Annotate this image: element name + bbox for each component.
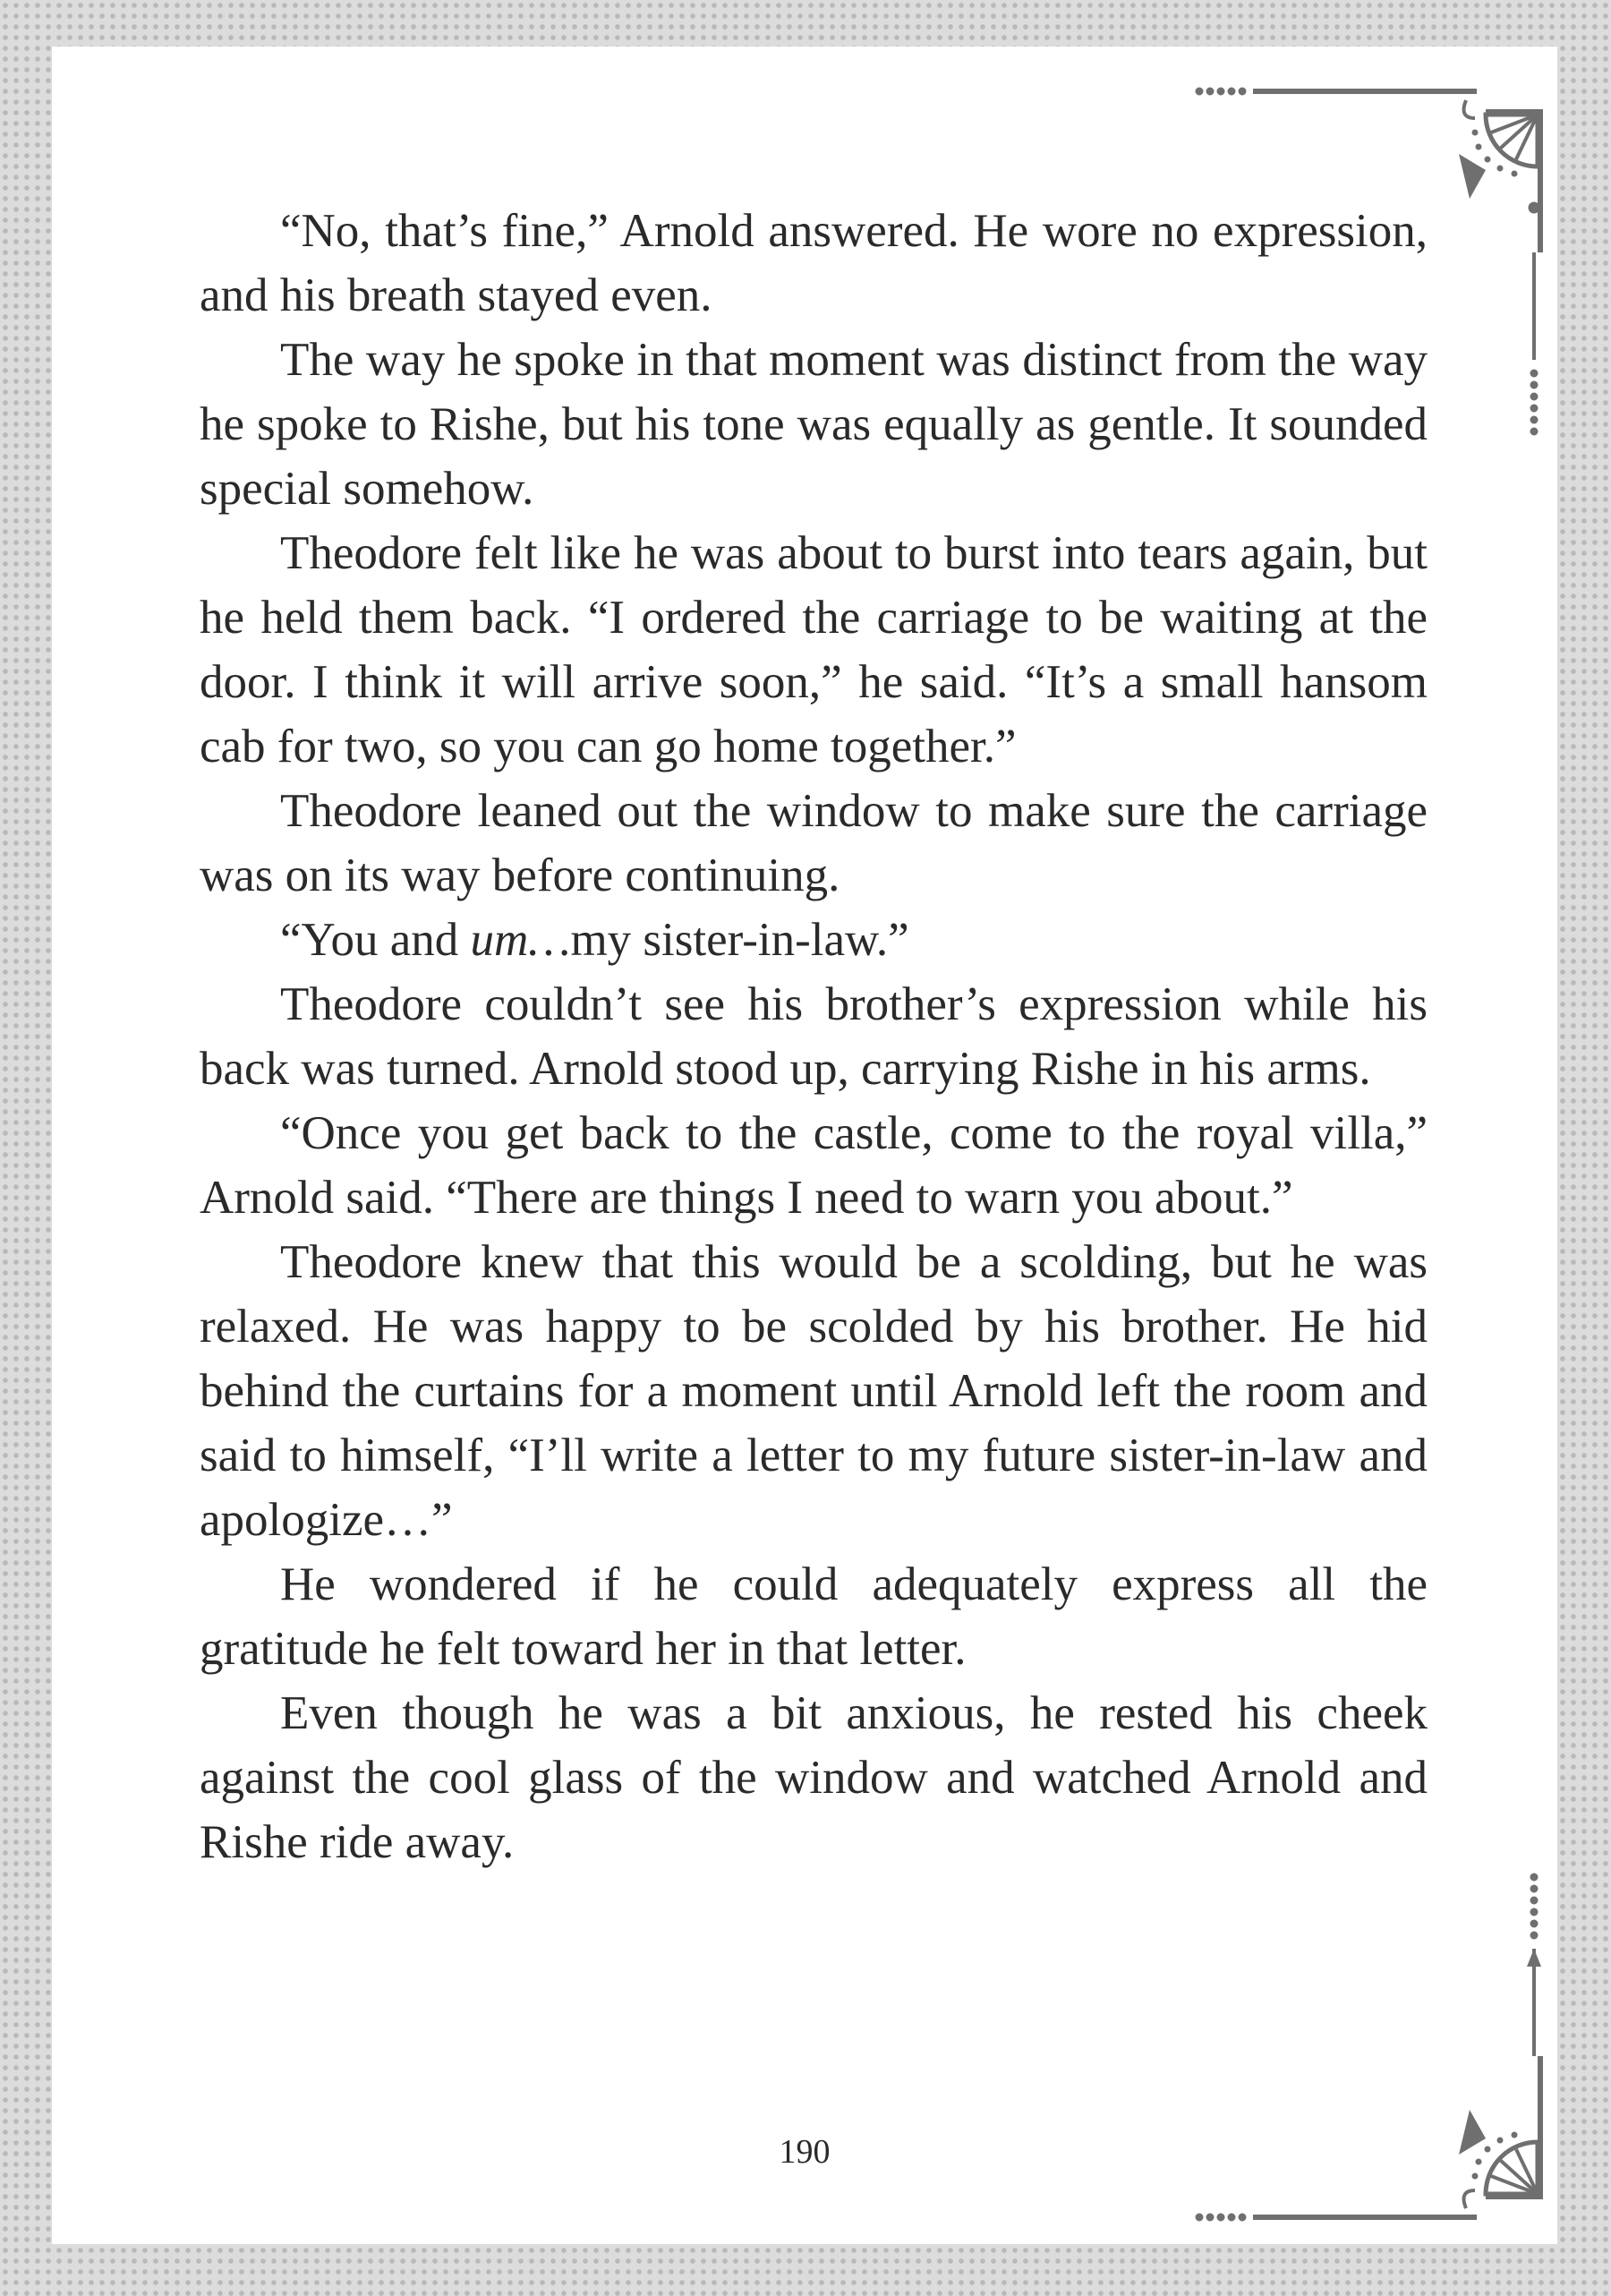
text-run: The way he spoke in that moment was distinct from the way he spoke to Rishe, but his tone was equally as gentle. It sounded special somehow. <box>200 334 1428 515</box>
text-run: Theodore knew that this would be a scolding, but he was relaxed. He was happy to be scolded by his brother. He hid behind the curtains for a moment until Arnold left the room and said to himself, “I’ll write a letter to my future sister-in-law and apologize…” <box>200 1236 1428 1546</box>
paragraph <box>200 328 1428 521</box>
paragraph <box>200 1552 1428 1681</box>
italic-text: um… <box>470 914 571 966</box>
text-run: “You and <box>280 914 471 966</box>
text-run: “Once you get back to the castle, come to the royal villa,” Arnold said. “There are things I need to warn you about.” <box>200 1107 1428 1224</box>
text-run: Theodore felt like he was about to burst into tears again, but he held them back. “I ordered the carriage to be waiting at the door. I think it will arrive soon,” he said. “It’s a small hansom cab for two, so you can go home together.” <box>200 527 1428 772</box>
paragraph <box>200 521 1428 779</box>
book-page <box>52 47 1557 2244</box>
paragraph <box>200 908 1428 972</box>
paragraph <box>200 1230 1428 1552</box>
corner-ornament-bottom-right <box>1190 1868 1557 2244</box>
paragraph <box>200 779 1428 908</box>
text-run: Theodore leaned out the window to make sure the carriage was on its way before continuing. <box>200 785 1428 901</box>
text-run: Even though he was a bit anxious, he rested his cheek against the cool glass of the window and watched Arnold and Rishe ride away. <box>200 1687 1428 1868</box>
paragraph <box>200 1101 1428 1230</box>
paragraph <box>200 199 1428 328</box>
text-run: Theodore couldn’t see his brother’s expression while his back was turned. Arnold stood up, carrying Rishe in his arms. <box>200 978 1428 1095</box>
page-number: 190 <box>779 2133 831 2171</box>
text-run: He wondered if he could adequately express all the gratitude he felt toward her in that letter. <box>200 1558 1428 1675</box>
text-run: my sister-in-law.” <box>570 914 909 966</box>
paragraph <box>200 972 1428 1101</box>
paragraph <box>200 1681 1428 1874</box>
body-text <box>200 199 1428 1874</box>
text-run: “No, that’s fine,” Arnold answered. He wore no expression, and his breath stayed even. <box>200 205 1428 321</box>
